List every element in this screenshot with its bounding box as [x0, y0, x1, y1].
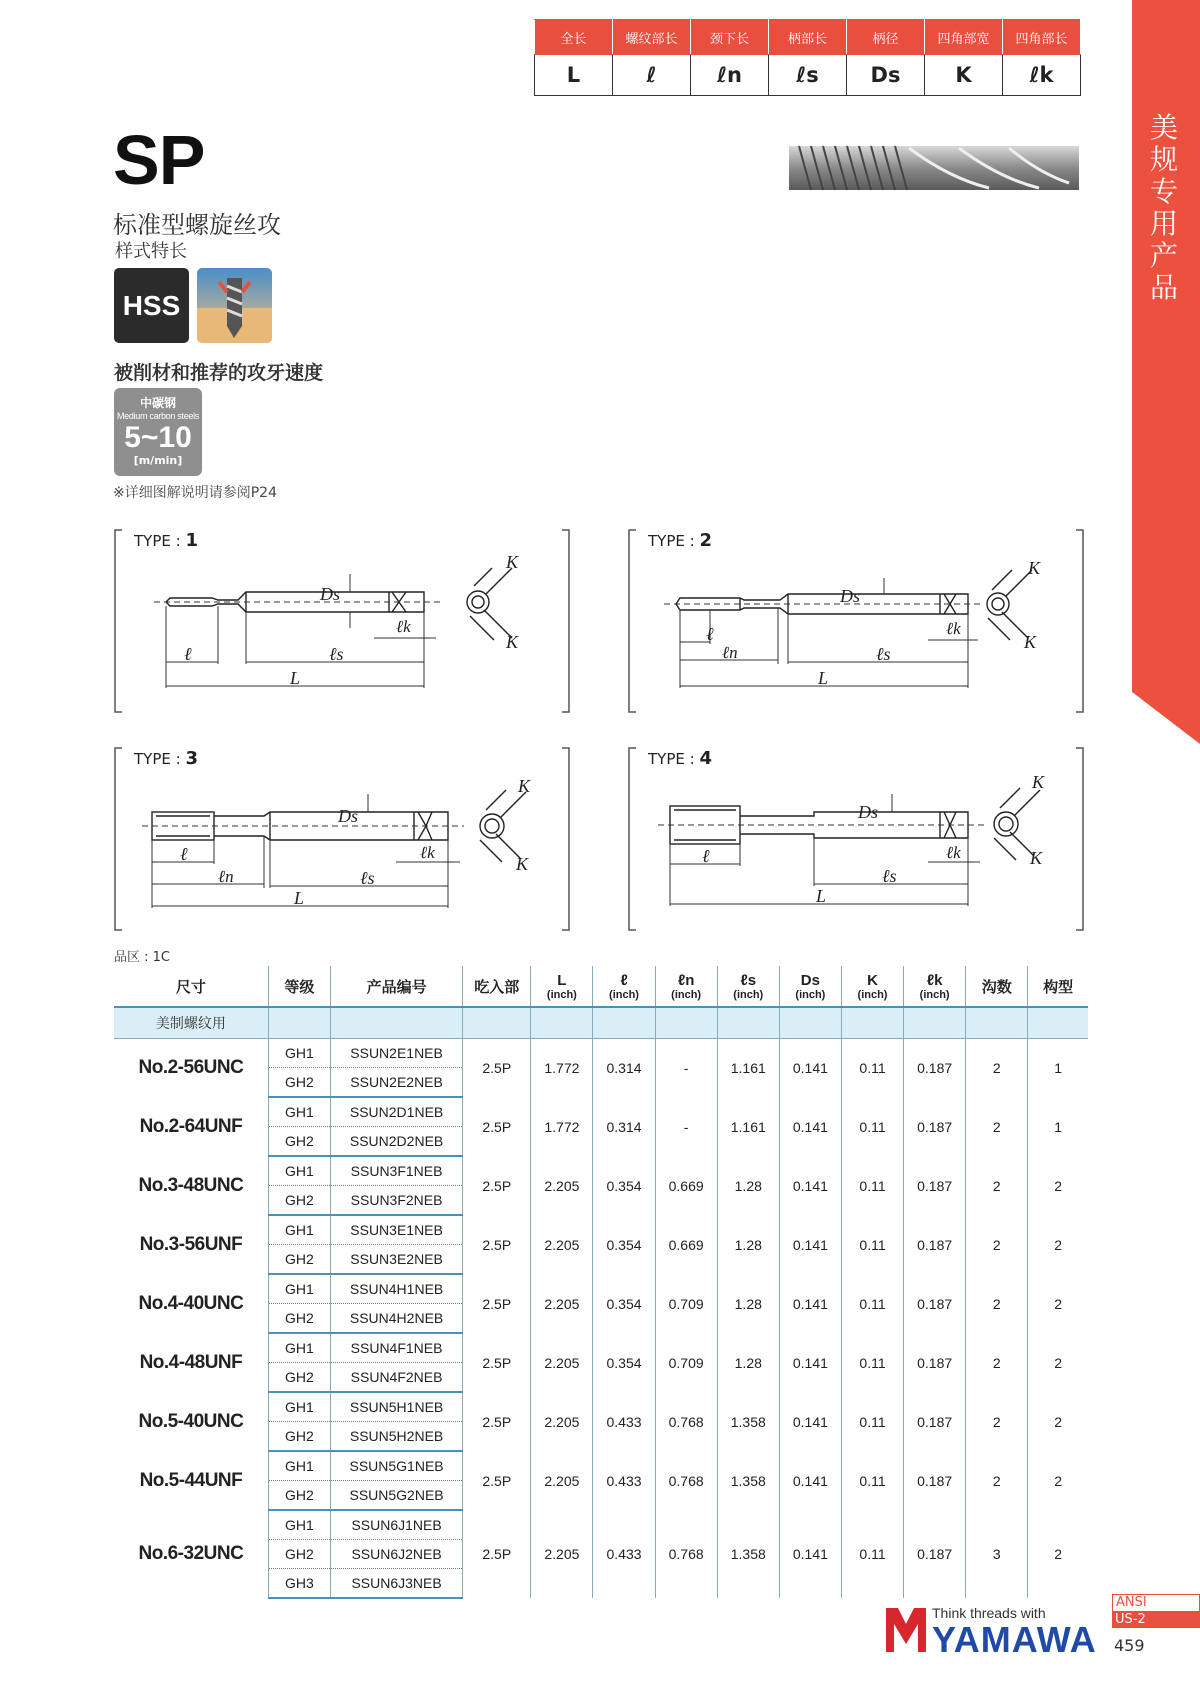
type-4-ls: ℓs — [882, 866, 897, 886]
thread-size: No.5-44UNF — [114, 1451, 268, 1510]
table-row — [114, 1156, 1088, 1186]
grade-cell: GH1 — [268, 1097, 330, 1127]
column-header-label: 构型 — [1043, 978, 1074, 996]
column-header-label: 等级 — [284, 978, 315, 996]
spec-cell-Ds: 0.141 — [779, 1097, 841, 1156]
spec-cell-ln: 0.709 — [655, 1274, 717, 1333]
spec-cell-lk: 0.187 — [904, 1274, 966, 1333]
category-cell — [966, 1007, 1028, 1039]
spec-cell-chamfer: 2.5P — [463, 1392, 531, 1451]
spec-cell-ln: - — [655, 1039, 717, 1098]
spec-cell-flutes: 2 — [966, 1451, 1028, 1510]
spec-cell-l: 0.433 — [593, 1451, 655, 1510]
grade-cell: GH1 — [268, 1156, 330, 1186]
column-header-label: K — [867, 971, 878, 989]
type-1-label: TYPE : 1 — [134, 530, 198, 551]
column-header-unit: (inch) — [671, 988, 702, 1001]
spec-cell-L: 1.772 — [531, 1039, 593, 1098]
spec-cell-type: 2 — [1054, 1236, 1063, 1253]
spec-cell-type: 2 — [1054, 1295, 1063, 1312]
table-row — [114, 1215, 1088, 1245]
table-row — [114, 1039, 1088, 1068]
type-4-Ds: Ds — [858, 802, 879, 822]
style-note: 样式特长 — [115, 241, 187, 262]
spec-cell-L: 2.205 — [531, 1392, 593, 1451]
table-row — [114, 1333, 1088, 1363]
product-code-cell: SSUN6J3NEB — [330, 1569, 462, 1599]
product-code-cell: SSUN4F2NEB — [330, 1363, 462, 1393]
spec-cell-flutes: 2 — [966, 1333, 1028, 1392]
spec-cell-l: 0.433 — [593, 1392, 655, 1451]
legend-symbol-3: ℓs — [769, 55, 847, 96]
column-header-label: ℓs — [740, 971, 757, 989]
spec-cell-ln: - — [655, 1097, 717, 1156]
table-row — [114, 1392, 1088, 1422]
type-4-label: TYPE : 4 — [648, 748, 712, 769]
type-4-lk: ℓk — [946, 843, 961, 862]
grade-cell: GH2 — [268, 1127, 330, 1157]
type-2-ls: ℓs — [876, 644, 891, 664]
type-3-ln: ℓn — [218, 867, 234, 886]
spec-cell-Ds: 0.141 — [779, 1333, 841, 1392]
category-cell — [463, 1007, 531, 1039]
product-code-cell: SSUN4H1NEB — [330, 1274, 462, 1304]
spec-cell-l: 0.433 — [593, 1510, 655, 1598]
legend-symbol-1: ℓ — [613, 55, 691, 96]
spec-cell-ls: 1.358 — [717, 1510, 779, 1598]
grade-cell: GH1 — [268, 1215, 330, 1245]
spec-cell-l: 0.314 — [593, 1039, 655, 1098]
spec-cell-type: 2 — [1054, 1413, 1063, 1430]
legend-symbol-4: Ds — [847, 55, 925, 96]
legend-header-1: 螺纹部长 — [613, 20, 691, 55]
column-header-label: 尺寸 — [175, 978, 206, 996]
spec-cell-ls: 1.358 — [717, 1392, 779, 1451]
type-3-Ds: Ds — [338, 806, 359, 826]
legend-header-6: 四角部长 — [1003, 20, 1081, 55]
thread-size: No.4-40UNC — [114, 1274, 268, 1333]
spec-cell-l: 0.354 — [593, 1274, 655, 1333]
logo-brand: YAMAWA — [932, 1619, 1097, 1656]
category-cell — [779, 1007, 841, 1039]
product-code-cell: SSUN2D2NEB — [330, 1127, 462, 1157]
material-name-cn: 中碳钢 — [139, 396, 176, 410]
category-cell — [268, 1007, 330, 1039]
type-4-K-bottom: K — [1030, 848, 1043, 868]
type-4-K-top: K — [1032, 772, 1045, 792]
spec-cell-type: 1 — [1054, 1060, 1063, 1076]
grade-note: 品区 : 1C — [114, 950, 170, 965]
product-code-cell: SSUN5H1NEB — [330, 1392, 462, 1422]
grade-cell: GH2 — [268, 1186, 330, 1216]
type-4-l: ℓ — [702, 846, 710, 866]
material-name-en: Medium carbon steels — [116, 411, 200, 421]
column-header — [717, 966, 779, 1007]
spec-cell-L: 2.205 — [531, 1274, 593, 1333]
type-3-lk: ℓk — [420, 843, 435, 862]
category-cell — [1028, 1007, 1088, 1039]
column-header-unit: (inch) — [795, 988, 826, 1001]
grade-cell: GH2 — [268, 1481, 330, 1511]
standard-tag — [1112, 1594, 1200, 1628]
spec-cell-ln: 0.669 — [655, 1215, 717, 1274]
column-header — [904, 966, 966, 1007]
spiral-tap-photo — [789, 138, 1079, 198]
grade-cell: GH1 — [268, 1510, 330, 1540]
legend-header-3: 柄部长 — [769, 20, 847, 55]
column-header — [779, 966, 841, 1007]
yamawa-logo — [884, 1604, 1114, 1660]
grade-cell: GH2 — [268, 1068, 330, 1098]
spec-cell-ls: 1.28 — [717, 1333, 779, 1392]
spec-table — [114, 966, 1088, 1599]
thread-size: No.3-56UNF — [114, 1215, 268, 1274]
legend-symbol-0: L — [535, 55, 613, 96]
type-1-K-bottom: K — [506, 632, 519, 652]
type-3-ls: ℓs — [360, 868, 375, 888]
material-heading: 被削材和推荐的攻牙速度 — [114, 362, 324, 384]
type-1-L: L — [290, 668, 301, 688]
type-3-K-top: K — [518, 776, 531, 796]
grade-cell: GH2 — [268, 1304, 330, 1334]
type-4-L: L — [816, 886, 827, 906]
spec-cell-type: 2 — [1054, 1472, 1063, 1489]
column-header — [593, 966, 655, 1007]
column-header — [268, 966, 330, 1007]
category-side-tab-label: 美规专用产品 — [1149, 111, 1178, 304]
type-1-ls: ℓs — [329, 644, 344, 664]
column-header — [966, 966, 1028, 1007]
type-3-l: ℓ — [180, 844, 188, 864]
spec-cell-chamfer: 2.5P — [463, 1156, 531, 1215]
spec-cell-L: 2.205 — [531, 1215, 593, 1274]
type-2-K-top: K — [1028, 558, 1041, 578]
spec-cell-ls: 1.28 — [717, 1156, 779, 1215]
spec-cell-type: 1 — [1054, 1118, 1063, 1135]
spec-cell-chamfer: 2.5P — [463, 1333, 531, 1392]
product-code-cell: SSUN3E1NEB — [330, 1215, 462, 1245]
speed-unit: [m/min] — [133, 454, 183, 467]
product-code-cell: SSUN5G2NEB — [330, 1481, 462, 1511]
spec-cell-flutes: 2 — [966, 1097, 1028, 1156]
table-row — [114, 1510, 1088, 1540]
type-1-l: ℓ — [184, 644, 192, 664]
type-4-diagram — [628, 746, 1084, 932]
column-header — [1028, 966, 1088, 1007]
spiral-tap-icon — [197, 268, 272, 343]
spec-cell-L: 2.205 — [531, 1156, 593, 1215]
legend-symbol-5: K — [925, 55, 1003, 96]
spec-cell-ls: 1.28 — [717, 1274, 779, 1333]
spec-cell-type: 2 — [1054, 1354, 1063, 1371]
grade-cell: GH1 — [268, 1333, 330, 1363]
type-2-lk: ℓk — [946, 619, 961, 638]
symbol-legend — [534, 19, 1081, 96]
product-subtitle: 标准型螺旋丝攻 — [113, 211, 281, 239]
product-code-cell: SSUN4H2NEB — [330, 1304, 462, 1334]
product-code-cell: SSUN2D1NEB — [330, 1097, 462, 1127]
column-header-label: 产品编号 — [366, 978, 427, 996]
type-1-K-top: K — [506, 552, 519, 572]
type-2-L: L — [818, 668, 829, 688]
category-cell — [841, 1007, 903, 1039]
spec-cell-chamfer: 2.5P — [463, 1510, 531, 1598]
legend-header-4: 柄径 — [847, 20, 925, 55]
grade-cell: GH2 — [268, 1540, 330, 1569]
ansi-label: ANSI — [1112, 1594, 1200, 1612]
spec-cell-L: 2.205 — [531, 1451, 593, 1510]
grade-cell: GH1 — [268, 1039, 330, 1068]
spec-cell-flutes: 2 — [966, 1156, 1028, 1215]
type-3-L: L — [294, 888, 305, 908]
column-header-unit: (inch) — [919, 988, 950, 1001]
spec-cell-lk: 0.187 — [904, 1451, 966, 1510]
spec-cell-Ds: 0.141 — [779, 1274, 841, 1333]
spec-cell-chamfer: 2.5P — [463, 1451, 531, 1510]
product-code-cell: SSUN3E2NEB — [330, 1245, 462, 1275]
spec-cell-ln: 0.669 — [655, 1156, 717, 1215]
spec-cell-ls: 1.161 — [717, 1039, 779, 1098]
spec-cell-flutes: 3 — [966, 1510, 1028, 1598]
spec-cell-lk: 0.187 — [904, 1039, 966, 1098]
type-3-label: TYPE : 3 — [134, 748, 198, 769]
product-code-cell: SSUN6J2NEB — [330, 1540, 462, 1569]
product-code-cell: SSUN5G1NEB — [330, 1451, 462, 1481]
tapping-speed: 5~10 — [124, 421, 192, 454]
spec-cell-Ds: 0.141 — [779, 1156, 841, 1215]
table-row — [114, 1274, 1088, 1304]
column-header-unit: (inch) — [857, 988, 888, 1001]
legend-header-5: 四角部宽 — [925, 20, 1003, 55]
column-header — [330, 966, 462, 1007]
type-3-K-bottom: K — [516, 854, 529, 874]
table-row — [114, 1097, 1088, 1127]
thread-size: No.3-48UNC — [114, 1156, 268, 1215]
spec-cell-flutes: 2 — [966, 1039, 1028, 1098]
type-2-K-bottom: K — [1024, 632, 1037, 652]
column-header — [841, 966, 903, 1007]
spec-cell-lk: 0.187 — [904, 1215, 966, 1274]
column-header — [655, 966, 717, 1007]
spec-cell-Ds: 0.141 — [779, 1451, 841, 1510]
spec-cell-chamfer: 2.5P — [463, 1097, 531, 1156]
spec-cell-K: 0.11 — [841, 1097, 903, 1156]
spec-cell-L: 1.772 — [531, 1097, 593, 1156]
spec-cell-lk: 0.187 — [904, 1333, 966, 1392]
thread-size: No.2-56UNC — [114, 1039, 268, 1098]
page-number: 459 — [1114, 1636, 1145, 1655]
spec-cell-K: 0.11 — [841, 1215, 903, 1274]
product-code-cell: SSUN2E1NEB — [330, 1039, 462, 1068]
grade-cell: GH2 — [268, 1245, 330, 1275]
category-cell — [593, 1007, 655, 1039]
grade-cell: GH2 — [268, 1363, 330, 1393]
spec-cell-ls: 1.161 — [717, 1097, 779, 1156]
spec-cell-chamfer: 2.5P — [463, 1274, 531, 1333]
spec-cell-K: 0.11 — [841, 1156, 903, 1215]
category-cell — [904, 1007, 966, 1039]
category-row — [114, 1007, 1088, 1039]
spec-cell-type: 2 — [1054, 1177, 1063, 1194]
type-1-Ds: Ds — [320, 584, 341, 604]
product-title: SP — [113, 121, 205, 199]
legend-symbol-2: ℓn — [691, 55, 769, 96]
spec-cell-ln: 0.768 — [655, 1510, 717, 1598]
category-label: 美制螺纹用 — [114, 1007, 268, 1039]
spec-cell-flutes: 2 — [966, 1274, 1028, 1333]
column-header-label: Ds — [800, 971, 820, 989]
spec-cell-K: 0.11 — [841, 1333, 903, 1392]
spec-cell-chamfer: 2.5P — [463, 1039, 531, 1098]
product-code-cell: SSUN2E2NEB — [330, 1068, 462, 1098]
logo-tagline: Think threads with — [932, 1605, 1046, 1621]
spec-cell-ls: 1.28 — [717, 1215, 779, 1274]
spec-cell-l: 0.354 — [593, 1215, 655, 1274]
type-2-label: TYPE : 2 — [648, 530, 712, 551]
spec-cell-K: 0.11 — [841, 1510, 903, 1598]
spec-cell-lk: 0.187 — [904, 1510, 966, 1598]
thread-size: No.2-64UNF — [114, 1097, 268, 1156]
thread-size: No.4-48UNF — [114, 1333, 268, 1392]
legend-header-0: 全长 — [535, 20, 613, 55]
spec-cell-ln: 0.709 — [655, 1333, 717, 1392]
column-header-unit: (inch) — [546, 988, 577, 1001]
grade-cell: GH1 — [268, 1392, 330, 1422]
column-header — [463, 966, 531, 1007]
hss-badge: HSS — [114, 268, 189, 343]
category-cell — [531, 1007, 593, 1039]
spec-cell-ln: 0.768 — [655, 1451, 717, 1510]
column-header — [531, 966, 593, 1007]
spec-cell-type: 2 — [1054, 1546, 1063, 1562]
spec-cell-lk: 0.187 — [904, 1392, 966, 1451]
spec-cell-ln: 0.768 — [655, 1392, 717, 1451]
column-header-label: L — [557, 971, 567, 989]
spec-cell-K: 0.11 — [841, 1039, 903, 1098]
type-2-ln: ℓn — [722, 643, 738, 662]
product-code-cell: SSUN3F1NEB — [330, 1156, 462, 1186]
table-row — [114, 1451, 1088, 1481]
type-2-l: ℓ — [706, 624, 714, 644]
column-header-unit: (inch) — [733, 988, 764, 1001]
grade-cell: GH3 — [268, 1569, 330, 1599]
column-header-label: 沟数 — [981, 978, 1012, 996]
legend-symbol-6: ℓk — [1003, 55, 1081, 96]
product-code-cell: SSUN3F2NEB — [330, 1186, 462, 1216]
spec-cell-K: 0.11 — [841, 1274, 903, 1333]
category-cell — [655, 1007, 717, 1039]
thread-size: No.6-32UNC — [114, 1510, 268, 1598]
spec-cell-Ds: 0.141 — [779, 1392, 841, 1451]
spec-cell-flutes: 2 — [966, 1215, 1028, 1274]
spec-cell-ls: 1.358 — [717, 1451, 779, 1510]
product-code-cell: SSUN6J1NEB — [330, 1510, 462, 1540]
type-2-diagram — [628, 528, 1084, 714]
spec-cell-L: 2.205 — [531, 1510, 593, 1598]
spec-cell-L: 2.205 — [531, 1333, 593, 1392]
column-header-unit: (inch) — [609, 988, 639, 1001]
spec-cell-l: 0.314 — [593, 1097, 655, 1156]
column-header — [114, 966, 268, 1007]
type-1-diagram — [114, 528, 570, 714]
spec-cell-l: 0.354 — [593, 1156, 655, 1215]
spec-cell-lk: 0.187 — [904, 1097, 966, 1156]
type-2-Ds: Ds — [840, 586, 861, 606]
product-code-cell: SSUN5H2NEB — [330, 1422, 462, 1452]
grade-cell: GH2 — [268, 1422, 330, 1452]
category-cell — [717, 1007, 779, 1039]
reference-note: ※详细图解说明请参阅P24 — [113, 485, 277, 501]
section-code: US-2 — [1112, 1612, 1200, 1628]
column-header-label: ℓ — [620, 971, 628, 989]
spec-cell-Ds: 0.141 — [779, 1215, 841, 1274]
grade-cell: GH1 — [268, 1274, 330, 1304]
column-header-label: 吃入部 — [474, 978, 520, 996]
spec-cell-chamfer: 2.5P — [463, 1215, 531, 1274]
category-cell — [330, 1007, 462, 1039]
product-code-cell: SSUN4F1NEB — [330, 1333, 462, 1363]
spec-cell-K: 0.11 — [841, 1451, 903, 1510]
spec-cell-lk: 0.187 — [904, 1156, 966, 1215]
type-1-lk: ℓk — [396, 617, 411, 636]
grade-cell: GH1 — [268, 1451, 330, 1481]
thread-size: No.5-40UNC — [114, 1392, 268, 1451]
column-header-label: ℓn — [677, 971, 695, 989]
legend-header-2: 颈下长 — [691, 20, 769, 55]
column-header-label: ℓk — [926, 971, 943, 989]
spec-cell-Ds: 0.141 — [779, 1039, 841, 1098]
spec-cell-l: 0.354 — [593, 1333, 655, 1392]
speed-box — [114, 388, 202, 476]
spec-cell-Ds: 0.141 — [779, 1510, 841, 1598]
spec-cell-flutes: 2 — [966, 1392, 1028, 1451]
spec-cell-K: 0.11 — [841, 1392, 903, 1451]
type-3-diagram — [114, 746, 570, 932]
